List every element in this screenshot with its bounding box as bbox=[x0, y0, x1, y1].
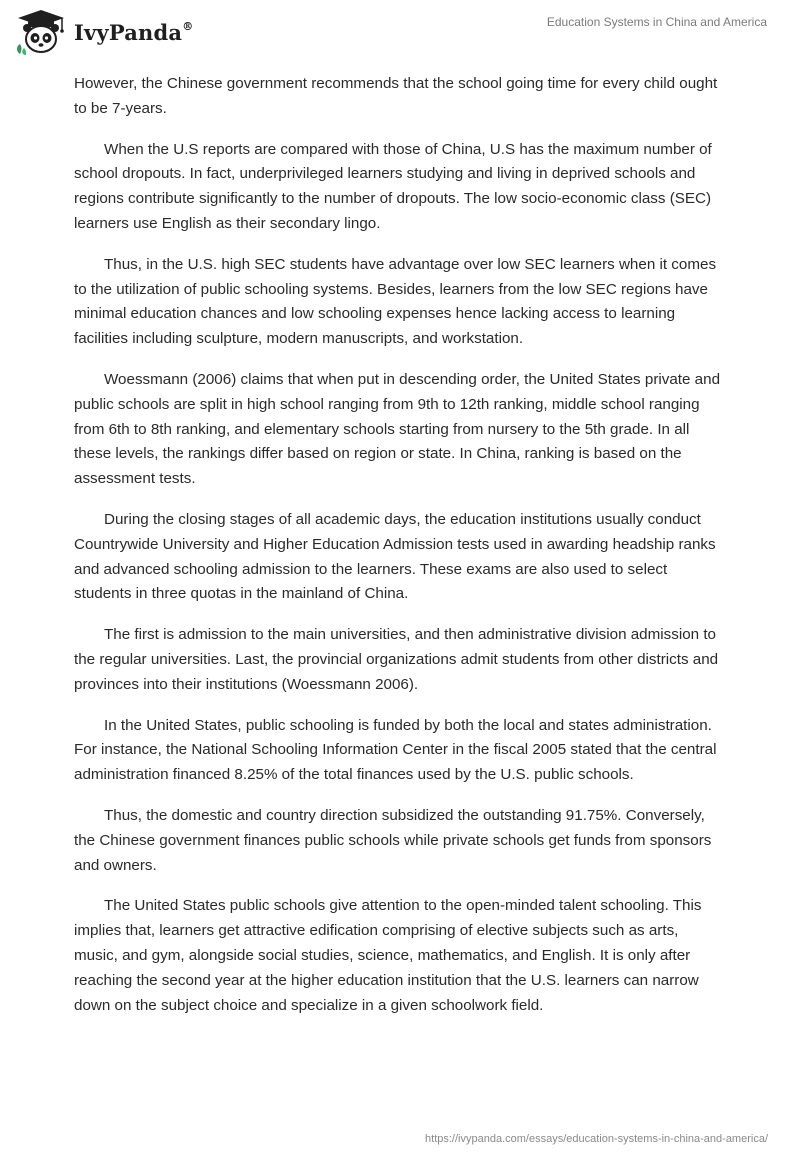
brand-name: IvyPanda® bbox=[74, 19, 194, 45]
document-title: Education Systems in China and America bbox=[546, 15, 767, 29]
ivypanda-logo[interactable] bbox=[14, 8, 193, 56]
essay-body bbox=[74, 72, 726, 1034]
paragraph: Thus, the domestic and country direction subsidized the outstanding 91.75%. Conversely, the Chinese government finances public schools while private schools get funds from sponsors and owners. bbox=[74, 806, 712, 874]
paragraph: When the U.S reports are compared with those of China, U.S has the maximum number of school dropouts. In fact, underprivileged learners studying and living in deprived schools and regions contribute significantly to the number of dropouts. The low socio-economic class (SEC) learners use English as their secondary lingo. bbox=[74, 140, 712, 232]
paragraph: In the United States, public schooling is funded by both the local and states administration. For instance, the National Schooling Information Center in the fiscal 2005 stated that the central administration financed 8.25% of the total finances used by the U.S. public schools. bbox=[74, 716, 717, 784]
source-url-link[interactable]: https://ivypanda.com/essays/education-systems-in-china-and-america/ bbox=[425, 1133, 768, 1145]
trademark-mark: ® bbox=[182, 19, 194, 33]
page-header bbox=[0, 0, 800, 68]
paragraph: However, the Chinese government recommends that the school going time for every child ought to be 7-years. bbox=[74, 75, 718, 117]
paragraph: During the closing stages of all academic days, the education institutions usually conduct Countrywide University and Higher Education Admission tests used in awarding headship ranks and advanced schooling admission to the learners. These exams are also used to select students in three quotas in the mainland of China. bbox=[74, 510, 716, 603]
paragraph: Thus, in the U.S. high SEC students have advantage over low SEC learners when it comes to the utilization of public schooling systems. Besides, learners from the low SEC regions have minimal education chances and low schooling expenses hence lacking access to learning facilities including sculpture, modern manuscripts, and workstation. bbox=[74, 255, 717, 348]
paragraph: The first is admission to the main universities, and then administrative division admission to the regular universities. Last, the provincial organizations admit students from other districts and provinces into their institutions (Woessmann 2006). bbox=[74, 626, 719, 693]
paragraph: The United States public schools give attention to the open-minded talent schooling. This implies that, learners get attractive edification comprising of elective subjects such as arts, music, and gym, alongside social studies, science, mathematics, and English. It is only after reaching the second year at the higher education institution that the U.S. learners can narrow down on the subject choice and specialize in a given schoolwork field. bbox=[74, 897, 702, 1014]
panda-graduate-icon bbox=[14, 8, 68, 56]
paragraph: Woessmann (2006) claims that when put in descending order, the United States private and public schools are split in high school ranging from 9th to 12th ranking, middle school ranging from 6th to 8th ranking, and elementary schools starting from nursery to the 5th grade. In all these levels, the rankings differ based on region or state. In China, ranking is based on the assessment tests. bbox=[74, 370, 721, 488]
